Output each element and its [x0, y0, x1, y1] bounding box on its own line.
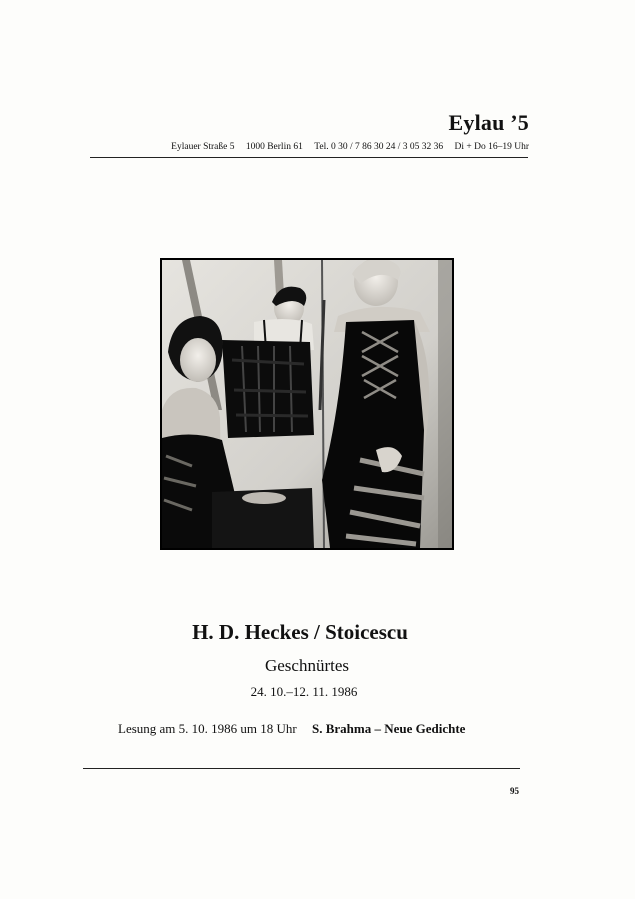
exhibition-title: Geschnürtes	[264, 656, 350, 675]
footer-rule	[83, 768, 520, 769]
exhibition-artists: H. D. Heckes / Stoicescu	[192, 620, 408, 644]
reading-date: Lesung am 5. 10. 1986 um 18 Uhr	[118, 721, 297, 736]
gallery-name: Eylau ’5	[448, 110, 529, 135]
reading-poet: S. Brahma – Neue Gedichte	[311, 721, 466, 736]
page-number: 95	[510, 786, 519, 796]
opening-hours: Di + Do 16–19 Uhr	[454, 142, 529, 152]
exhibition-dates: 24. 10.–12. 11. 1986	[250, 684, 358, 699]
address-line	[162, 142, 529, 152]
header-rule	[90, 157, 528, 158]
exhibition-photo	[160, 258, 454, 550]
street-address: Eylauer Straße 5	[171, 142, 235, 152]
reading-info	[118, 721, 465, 737]
phone: Tel. 0 30 / 7 86 30 24 / 3 05 32 36	[314, 142, 444, 152]
city: 1000 Berlin 61	[245, 142, 303, 152]
photo-image	[162, 260, 452, 548]
